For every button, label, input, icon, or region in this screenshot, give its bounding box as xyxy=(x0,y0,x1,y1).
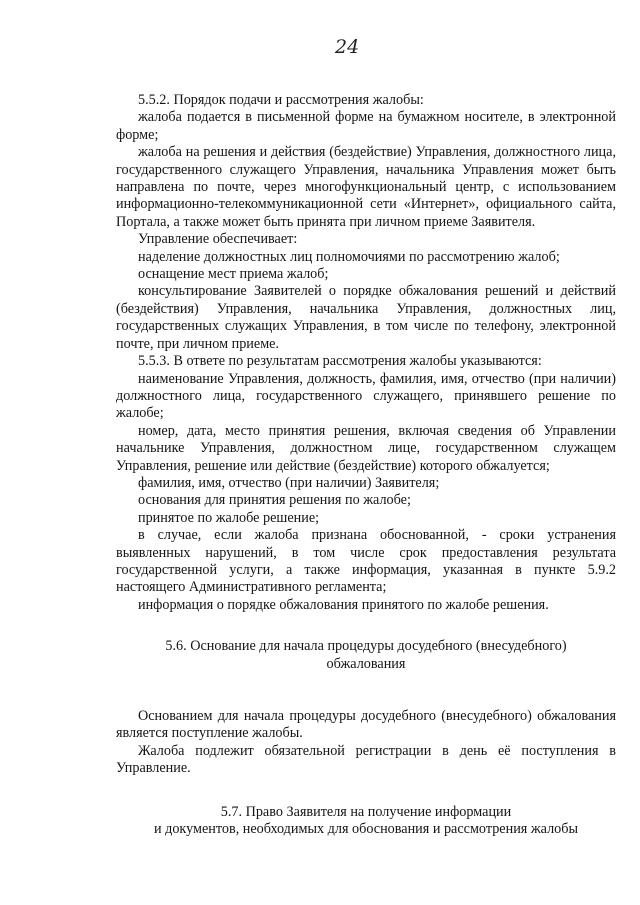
paragraph-consulting: консультирование Заявителей о порядке обжалования решений и действий (бездействия) Управления, начальника Управления, должностных лиц, государственных служащих Управления, в том числе по телефону, электронной почте, при личном приеме. xyxy=(116,283,616,352)
section-heading-5-7-line2: и документов, необходимых для обоснования и рассмотрения жалобы xyxy=(153,821,579,838)
paragraph-registration: Жалоба подлежит обязательной регистрации в день её поступления в Управление. xyxy=(116,742,616,777)
paragraph-answer-grounds: основания для принятия решения по жалобе; xyxy=(138,492,411,509)
paragraph-submission-channels: жалоба на решения и действия (бездействие) Управления, должностного лица, государственного служащего Управления, начальника Управления может быть направлена по почте, через многофункциональный центр, с использованием информационно-телекоммуникационной сети «Интернет», официального сайта, Портала, а также может быть принята при личном приеме Заявителя. xyxy=(116,144,616,230)
paragraph-5-5-3-title: 5.5.3. В ответе по результатам рассмотрения жалобы указываются: xyxy=(138,353,542,370)
paragraph-answer-applicant: фамилия, имя, отчество (при наличии) Заявителя; xyxy=(138,474,440,491)
paragraph-answer-name: наименование Управления, должность, фамилия, имя, отчество (при наличии) должностного лица, государственного служащего, принявшего решение по жалобе; xyxy=(116,370,616,422)
paragraph-5-5-2-title: 5.5.2. Порядок подачи и рассмотрения жалобы: xyxy=(138,92,424,108)
section-heading-5-6-line2: обжалования xyxy=(326,655,406,672)
paragraph-submission-form: жалоба подается в письменной форме на бумажном носителе, в электронной форме; xyxy=(116,109,616,143)
paragraph-answer-appeal-info: информация о порядке обжалования принятого по жалобе решения. xyxy=(138,596,549,613)
section-heading-5-6 xyxy=(116,638,616,673)
page-number: 24 xyxy=(335,36,360,58)
section-heading-5-7 xyxy=(116,804,616,839)
paragraph-answer-justified: в случае, если жалоба признана обоснованной, - сроки устранения выявленных нарушений, в том числе срок предоставления результата государственной услуги, а также информация, указанная в пункте 5.9.2 настоящего Административного регламента; xyxy=(116,527,616,596)
paragraph-equipment: оснащение мест приема жалоб; xyxy=(138,266,329,283)
document-body xyxy=(116,92,616,838)
paragraph-answer-decision: принятое по жалобе решение; xyxy=(138,509,320,526)
paragraph-answer-number: номер, дата, место принятия решения, включая сведения об Управлении начальнике Управления, должностном лице, государственном служащем Управления, решение или действие (бездействие) которого обжалуется; xyxy=(116,422,616,474)
section-heading-5-6-line1: 5.6. Основание для начала процедуры досудебного (внесудебного) xyxy=(165,638,567,655)
section-heading-5-7-line1: 5.7. Право Заявителя на получение информации xyxy=(220,803,512,820)
paragraph-basis: Основанием для начала процедуры досудебного (внесудебного) обжалования является поступление жалобы. xyxy=(116,708,616,742)
paragraph-department-provides: Управление обеспечивает: xyxy=(138,231,298,248)
paragraph-delegation: наделение должностных лиц полномочиями по рассмотрению жалоб; xyxy=(138,248,560,265)
